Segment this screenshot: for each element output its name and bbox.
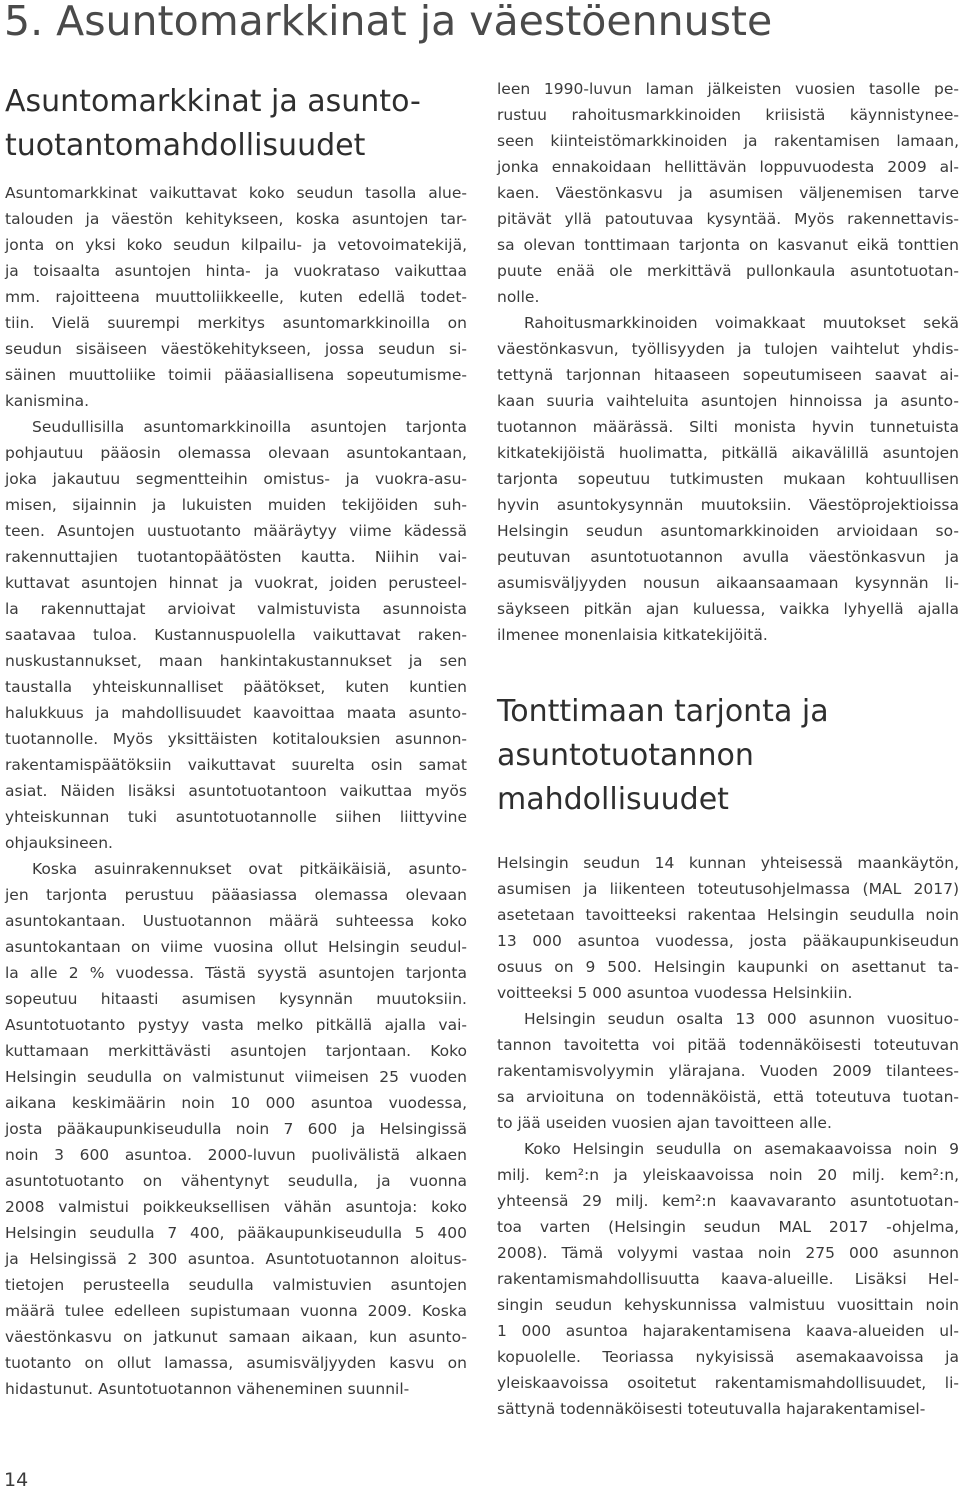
paragraph-line: rakentamismahdollisuutta kaava-alueille. Lisäksi Hel- [497, 1270, 959, 1288]
paragraph-line: ohjauksineen. [5, 834, 113, 852]
paragraph-line: 2008). Tämä volyymi vastaa noin 275 000 asunnon [497, 1244, 959, 1262]
paragraph-line: Koska asuinrakennukset ovat pitkäikäisiä, asunto- [32, 860, 467, 878]
section-heading-line: Tonttimaan tarjonta ja [497, 694, 829, 729]
paragraph-line: kitkatekijöistä huolimatta, pitkällä aikavälillä asuntojen [497, 444, 959, 462]
paragraph-line: sa arvioituna on todennäköistä, että toteutuva tuotan- [497, 1088, 959, 1106]
paragraph-line: hyvin asuntokysynnän muutoksiin. Väestöprojektioissa [497, 496, 959, 514]
paragraph-line: Rahoitusmarkkinoiden voimakkaat muutokset sekä [524, 314, 959, 332]
paragraph-line: to jää useiden vuosien ajan tavoitteen alle. [497, 1114, 832, 1132]
paragraph-line: säinen muuttoliike toimii pääasiallisena sopeutumisme- [5, 366, 467, 384]
page-title: 5. Asuntomarkkinat ja väestöennuste [4, 0, 773, 45]
paragraph-line: aikana keskimäärin noin 10 000 asuntoa vuodessa, [5, 1094, 467, 1112]
section-heading-line: asuntotuotannon [497, 738, 754, 773]
paragraph-line: tarjonta sopeutuu tutkimusten mukaan kohtuullisen [497, 470, 959, 488]
section-heading-line: Asuntomarkkinat ja asunto- [5, 84, 421, 119]
paragraph-line: 1 000 asuntoa hajarakentamisena kaava-alueiden ul- [497, 1322, 959, 1340]
paragraph-line: ja Helsingissä 2 300 asuntoa. Asuntotuotannon aloitus- [5, 1250, 467, 1268]
paragraph-line: Helsingin seudun 14 kunnan yhteisessä maankäytön, [497, 854, 959, 872]
paragraph-line: leen 1990-luvun laman jälkeisten vuosien tasolle pe- [497, 80, 959, 98]
paragraph-line: kuttavat asuntojen hinnat ja vuokrat, joiden perusteel- [5, 574, 467, 592]
paragraph-line: yleiskaavoissa osoitetut rakentamismahdollisuudet, li- [497, 1374, 959, 1392]
paragraph-line: pohjautuu pääosin olemassa olevaan asuntokantaan, [5, 444, 467, 462]
paragraph-line: asuntokantaan. Uustuotannon määrä suhteessa koko [5, 912, 467, 930]
paragraph-line: toa varten (Helsingin seudun MAL 2017 -ohjelma, [497, 1218, 959, 1236]
paragraph-line: Helsingin seudun osalta 13 000 asunnon vuosituo- [524, 1010, 959, 1028]
paragraph-line: jonka ennakoidaan hellittävän loppuvuodesta 2009 al- [497, 158, 959, 176]
paragraph-line: asumisväljyyden nousun aikaansaamaan kysynnän li- [497, 574, 959, 592]
paragraph-line: Helsingin seudulla on valmistunut viimeisen 25 vuoden [5, 1068, 467, 1086]
paragraph-line: nuskustannukset, maan hankintakustannukset ja sen [5, 652, 467, 670]
paragraph-line: asuntotuotanto on vähentynyt seudulla, ja vuonna [5, 1172, 467, 1190]
paragraph-line: mm. rajoitteena muuttoliikkeelle, kuten edellä todet- [5, 288, 467, 306]
paragraph-line: sa olevan tonttimaan tarjonta on kasvanut eikä tonttien [497, 236, 959, 254]
paragraph-line: saatavaa tuloa. Kustannuspuolella vaikuttavat raken- [5, 626, 467, 644]
paragraph-line: puute enää ole merkittävä pullonkaula asuntotuotan- [497, 262, 959, 280]
paragraph-line: tuotannolle. Myös yksittäisten kotitalouksien asunnon- [5, 730, 467, 748]
paragraph-line: kaan suuria vaihteluita asuntojen hinnoissa ja asunto- [497, 392, 959, 410]
paragraph-line: sättynä todennäköisesti toteutuvalla hajarakentamisel- [497, 1400, 926, 1418]
paragraph-line: rustuu rahoitusmarkkinoiden kriisistä käynnistynee- [497, 106, 959, 124]
paragraph-line: rakentamispäätöksiin vaikuttavat suurelta osin samat [5, 756, 467, 774]
paragraph-line: ja toisaalta asuntojen hinta- ja vuokrataso vaikuttaa [5, 262, 467, 280]
paragraph-line: peutuvan asuntotuotannon avulla väestönkasvun ja [497, 548, 959, 566]
paragraph-line: määrä tulee edelleen supistumaan vuonna 2009. Koska [5, 1302, 467, 1320]
paragraph-line: tannon tavoitetta voi pitää todennäköisesti toteutuvan [497, 1036, 959, 1054]
paragraph-line: säykseen pitkän ajan kuluessa, vaikka lyhyellä ajalla [497, 600, 959, 618]
paragraph-line: yhteiskunnan tuki asuntotuotannolle siihen liittyvine [5, 808, 467, 826]
paragraph-line: asetetaan tavoitteeksi rakentaa Helsingin seudulla noin [497, 906, 959, 924]
paragraph-line: noin 3 600 asuntoa. 2000-luvun puolivälistä alkaen [5, 1146, 467, 1164]
paragraph-line: taustalla yhteiskunnalliset päätökset, kuten kuntien [5, 678, 467, 696]
paragraph-line: pitävät yllä patoutuvaa kysyntää. Myös rakennettavis- [497, 210, 959, 228]
paragraph-line: kuttamaan merkittävästi asuntojen tarjontaan. Koko [5, 1042, 467, 1060]
paragraph-line: Seudullisilla asuntomarkkinoilla asuntojen tarjonta [32, 418, 467, 436]
paragraph-line: Helsingin seudulla 7 400, pääkaupunkiseudulla 5 400 [5, 1224, 467, 1242]
paragraph-line: Asuntomarkkinat vaikuttavat koko seudun tasolla alue- [5, 184, 467, 202]
paragraph-line: seen kiinteistömarkkinoiden ja rakentamisen lamaan, [497, 132, 959, 150]
paragraph-line: tuotanto on ollut lamassa, asumisväljyyden kasvu on [5, 1354, 467, 1372]
section-heading-line: mahdollisuudet [497, 782, 729, 817]
paragraph-line: kopuolelle. Teoriassa nykyisissä asemakaavoissa ja [497, 1348, 959, 1366]
paragraph-line: tietojen perusteella seudulla valmistuvien asuntojen [5, 1276, 467, 1294]
paragraph-line: yhteensä 29 milj. kem²:n kaavavaranto asuntotuotan- [497, 1192, 959, 1210]
paragraph-line: josta pääkaupunkiseudulla noin 7 600 ja Helsingissä [5, 1120, 467, 1138]
paragraph-line: Koko Helsingin seudulla on asemakaavoissa noin 9 [524, 1140, 959, 1158]
paragraph-line: jen tarjonta perustuu pääasiassa olemassa olevaan [5, 886, 467, 904]
paragraph-line: jonta on yksi koko seudun kilpailu- ja vetovoimatekijä, [5, 236, 467, 254]
paragraph-line: väestönkasvun, työllisyyden ja tulojen vaihtelut yhdis- [497, 340, 959, 358]
paragraph-line: kaen. Väestönkasvu ja asumisen väljenemisen tarve [497, 184, 959, 202]
paragraph-line: väestönkasvu on jatkunut samaan aikaan, kun asunto- [5, 1328, 467, 1346]
paragraph-line: hidastunut. Asuntotuotannon väheneminen suunnil- [5, 1380, 410, 1398]
paragraph-line: rakentamisvolyymin ylärajana. Vuoden 2009 tilantees- [497, 1062, 959, 1080]
paragraph-line: tiin. Vielä suurempi merkitys asuntomarkkinoilla on [5, 314, 467, 332]
paragraph-line: asumisen ja liikenteen toteutusohjelmassa (MAL 2017) [497, 880, 959, 898]
paragraph-line: ilmenee monenlaisia kitkatekijöitä. [497, 626, 768, 644]
paragraph-line: seudun sisäiseen väestökehitykseen, jossa seudun si- [5, 340, 467, 358]
paragraph-line: Asuntotuotanto pystyy vasta melko pitkällä ajalla vai- [5, 1016, 467, 1034]
paragraph-line: talouden ja väestön kehitykseen, koska asuntojen tar- [5, 210, 467, 228]
paragraph-line: asiat. Näiden lisäksi asuntotuotantoon vaikuttaa myös [5, 782, 467, 800]
paragraph-line: milj. kem²:n ja yleiskaavoissa noin 20 milj. kem²:n, [497, 1166, 959, 1184]
paragraph-line: singin seudun kehyskunnissa valmistuu vuosittain noin [497, 1296, 959, 1314]
paragraph-line: sopeutuu hitaasti asumisen kysynnän muutoksiin. [5, 990, 467, 1008]
paragraph-line: la alle 2 % vuodessa. Tästä syystä asuntojen tarjonta [5, 964, 467, 982]
section-heading-line: tuotantomahdollisuudet [5, 128, 366, 163]
paragraph-line: 13 000 asuntoa vuodessa, josta pääkaupunkiseudun [497, 932, 959, 950]
paragraph-line: joka jakautuu segmentteihin omistus- ja vuokra-asu- [5, 470, 467, 488]
paragraph-line: teen. Asuntojen uustuotanto määräytyy viime kädessä [5, 522, 467, 540]
paragraph-line: Helsingin seudun asuntomarkkinoiden arvioidaan so- [497, 522, 959, 540]
paragraph-line: tuotannon määrässä. Silti monista hyvin tunnetuista [497, 418, 959, 436]
page-number: 14 [4, 1469, 29, 1491]
paragraph-line: misen, sijainnin ja lukuisten muiden tekijöiden suh- [5, 496, 467, 514]
paragraph-line: tettynä tarjonnan hitaaseen sopeutumiseen saavat ai- [497, 366, 959, 384]
paragraph-line: halukkuus ja mahdollisuudet kaavoittaa maata asunto- [5, 704, 467, 722]
paragraph-line: voitteeksi 5 000 asuntoa vuodessa Helsinkiin. [497, 984, 853, 1002]
paragraph-line: kanismina. [5, 392, 90, 410]
paragraph-line: asuntokantaan on viime vuosina ollut Helsingin seudul- [5, 938, 467, 956]
paragraph-line: 2008 valmistui poikkeuksellisen vähän asuntoja: koko [5, 1198, 467, 1216]
paragraph-line: nolle. [497, 288, 540, 306]
paragraph-line: rakennuttajien tuotantopäätösten kautta. Niihin vai- [5, 548, 467, 566]
paragraph-line: osuus on 9 500. Helsingin kaupunki on asettanut ta- [497, 958, 959, 976]
paragraph-line: la rakennuttajat arvioivat valmistuvista asunnoista [5, 600, 467, 618]
